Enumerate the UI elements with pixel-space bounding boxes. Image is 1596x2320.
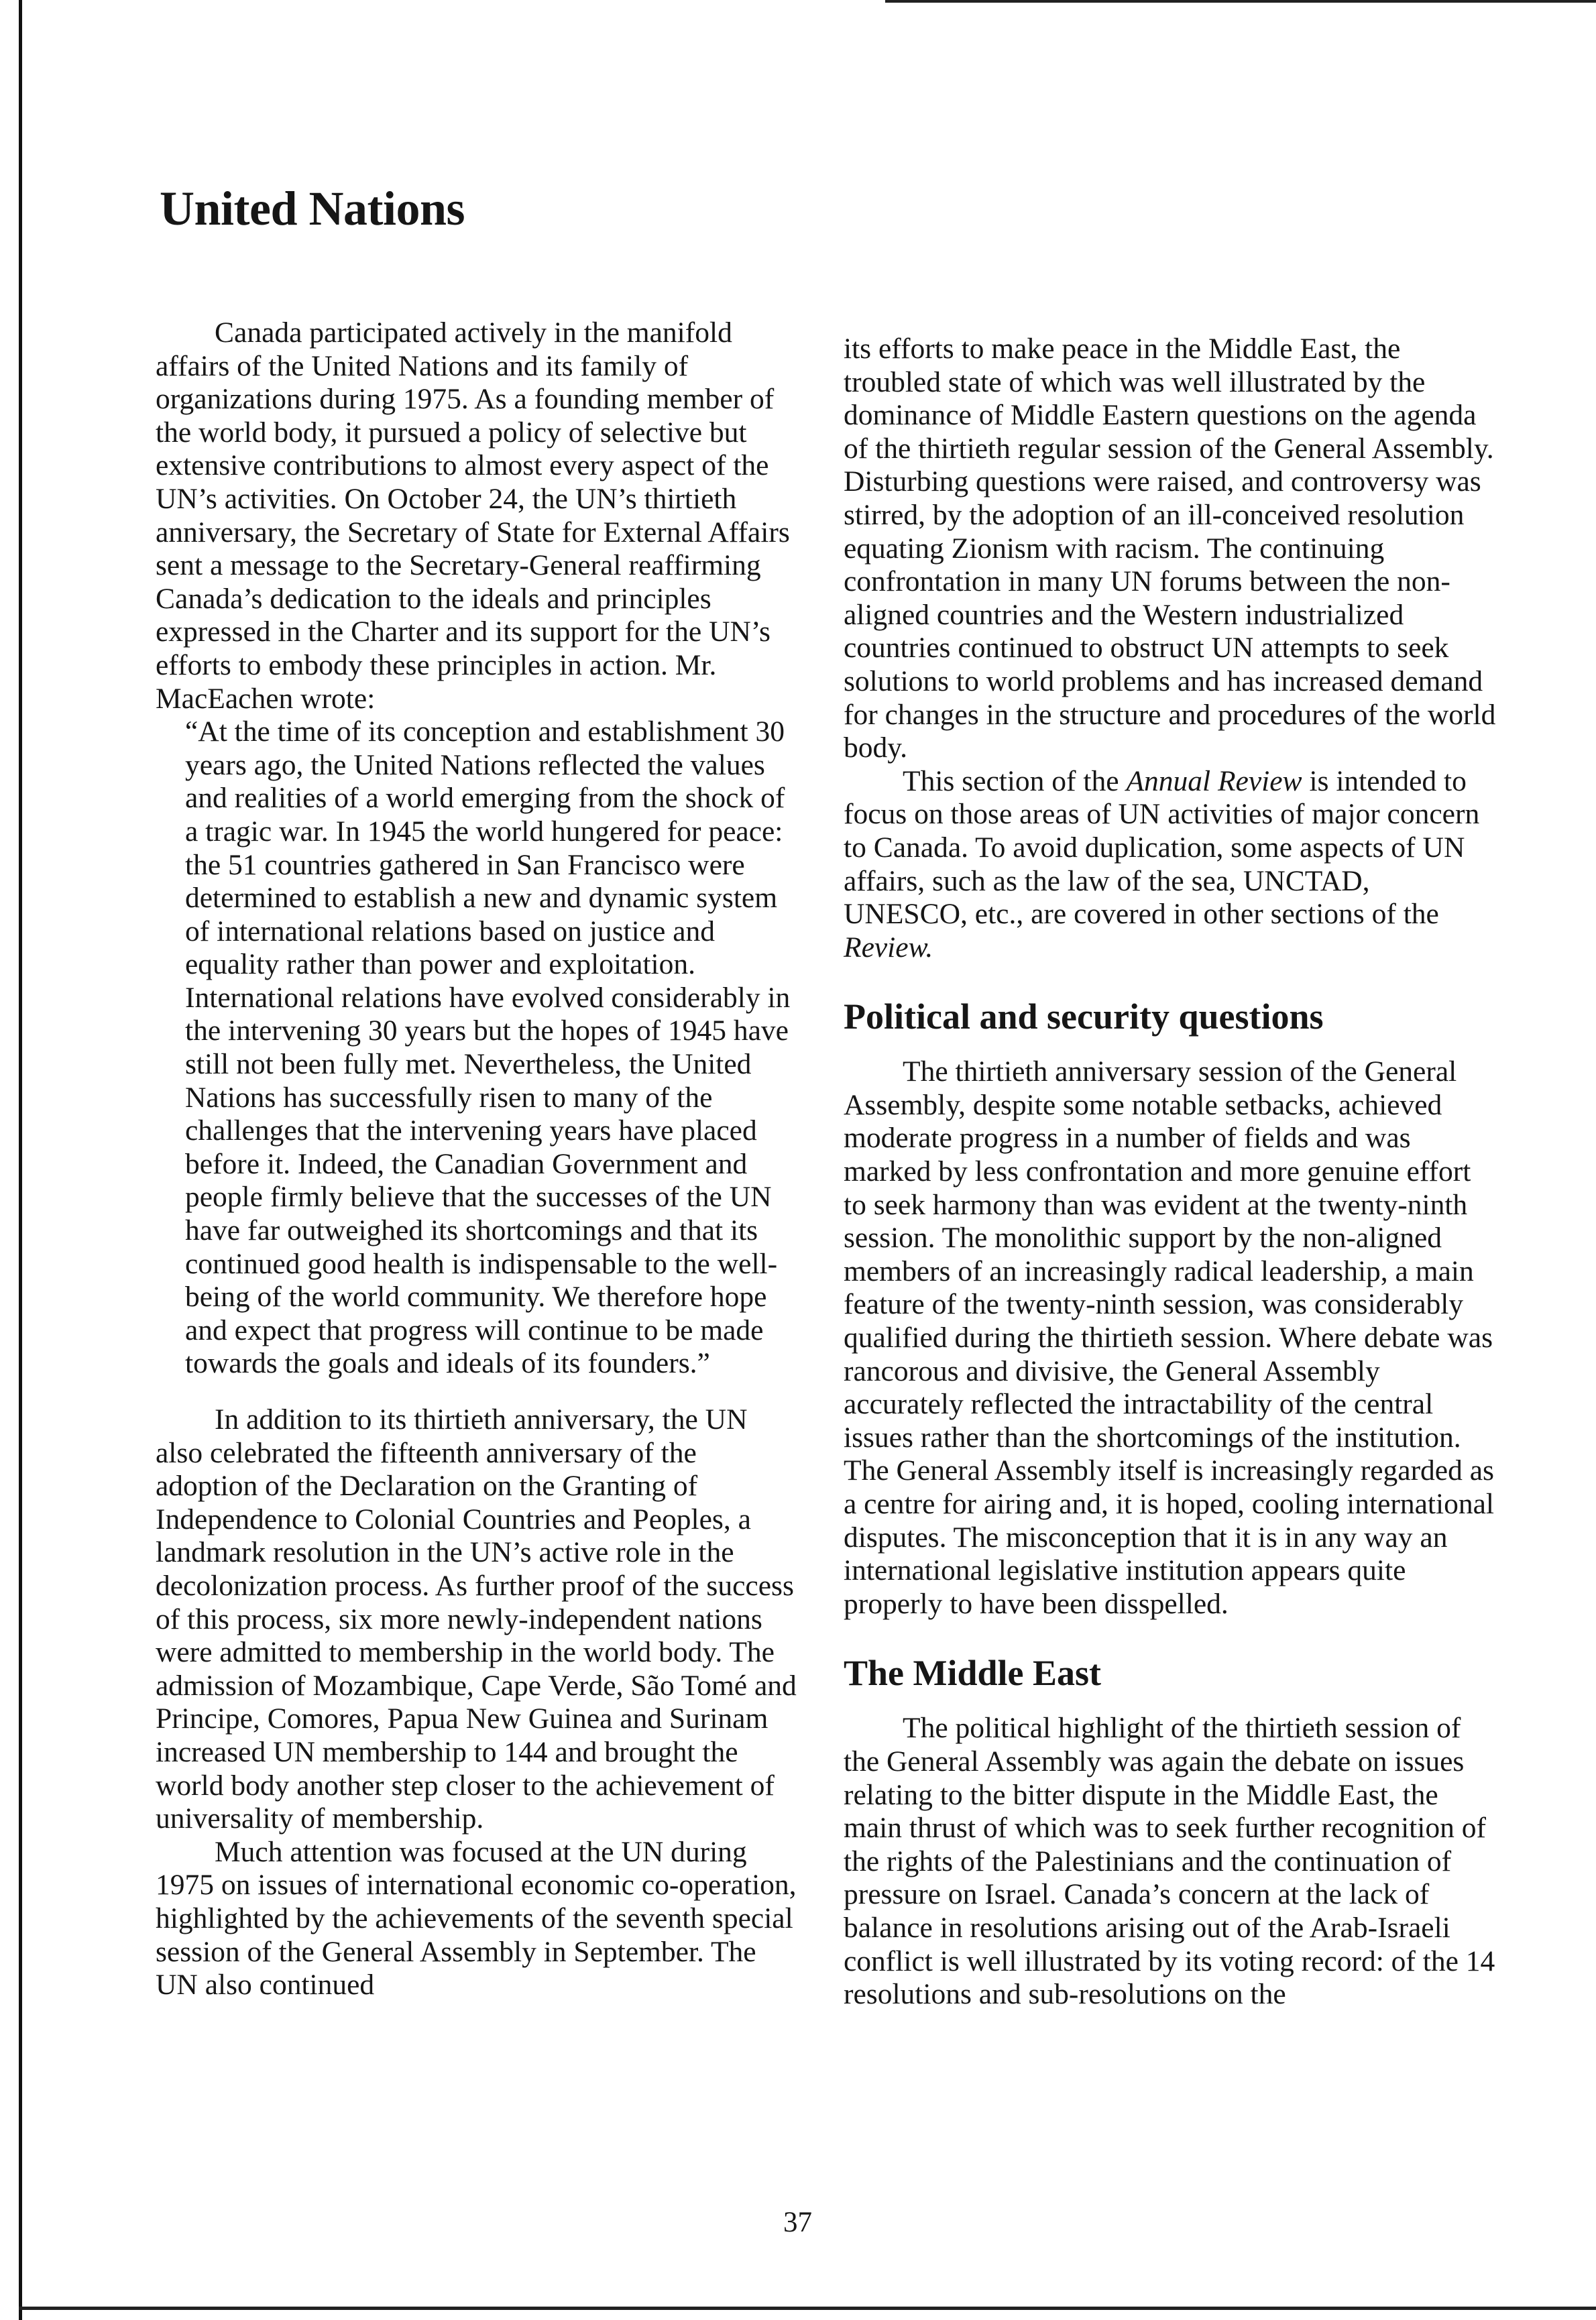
- annual-review-title: Annual Review: [1126, 764, 1302, 797]
- anniversary-paragraph: In addition to its thirtieth anniversary, the UN also celebrated the fifteenth anniversary of the adoption of the Declaration on the Granting of Independence to Colonial Countries and Peoples, a landmark resolution in the UN’s active role in the decolonization process. As further proof of the success of this process, six more newly-independent nations were admitted to membership in the world body. The admission of Mozambique, Cape Verde, São Tomé and Principe, Comores, Papua New Guinea and Surinam increased UN membership to 144 and brought the world body another step closer to the achievement of universality of membership.: [156, 1403, 797, 1835]
- macEachen-quote: “At the time of its conception and establishment 30 years ago, the United Nations reflected the values and realities of a world emerging from the shock of a tragic war. In 1945 the world hungered for peace: the 51 countries gathered in San Francisco were determined to establish a new and dynamic system of international relations based on justice and equality rather than power and exploitation. International relations have evolved considerably in the intervening 30 years but the hopes of 1945 have still not been fully met. Nevertheless, the United Nations has successfully risen to many of the challenges that the intervening years have placed before it. Indeed, the Canadian Government and people firmly believe that the successes of the UN have far outweighed its shortcomings and that its continued good health is indispensable to the well-being of the world community. We therefore hope and expect that progress will continue to be made towards the goals and ideals of its founders.”: [185, 715, 791, 1380]
- heading-political-security: Political and security questions: [844, 996, 1324, 1037]
- intro-paragraph: Canada participated actively in the manifold affairs of the United Nations and its family of organizations during 1975. As a founding member of the world body, it pursued a policy of selective but extensive contributions to almost every aspect of the UN’s activities. On October 24, the UN’s thirtieth anniversary, the Secretary of State for External Affairs sent a message to the Secretary-General reaffirming Canada’s dedication to the ideals and principles expressed in the Charter and its support for the UN’s efforts to embody these principles in action. Mr. MacEachen wrote:: [156, 316, 790, 715]
- middle-east-continuation-paragraph: its efforts to make peace in the Middle East, the troubled state of which was well illustrated by the dominance of Middle Eastern questions on the agenda of the thirtieth regular session of the General Assembly. Disturbing questions were raised, and controversy was stirred, by the adoption of an ill-conceived resolution equating Zionism with racism. The continuing confrontation in many UN forums between the non-aligned countries and the Western industrialized countries continued to obstruct UN attempts to seek solutions to world problems and has increased demand for changes in the structure and procedures of the world body.: [844, 333, 1496, 764]
- scan-edge-bottom: [19, 2307, 1596, 2310]
- scope-text-middle: is intended to focus on those areas of UN activities of major concern to Canada. To avoid duplication, some aspects of UN affairs, such as the law of the sea, UNCTAD, UNESCO, etc., are covered in other sections of the: [844, 764, 1480, 931]
- left-column: [156, 316, 799, 2002]
- scan-edge-left: [19, 0, 22, 2320]
- review-title: Review.: [844, 931, 933, 964]
- page-title: United Nations: [160, 182, 465, 235]
- economic-cooperation-paragraph: Much attention was focused at the UN during 1975 on issues of international economic co-operation, highlighted by the achievements of the seventh special session of the General Assembly in September. The UN also continued: [156, 1835, 797, 2002]
- scan-edge-top: [885, 0, 1596, 3]
- right-column: [844, 333, 1501, 2012]
- political-security-paragraph: The thirtieth anniversary session of the General Assembly, despite some notable setbacks, achieved moderate progress in a number of fields and was marked by less confrontation and more genuine effort to seek harmony than was evident at the twenty-ninth session. The monolithic support by the non-aligned members of an increasingly radical leadership, a main feature of the twenty-ninth session, was considerably qualified during the thirtieth session. Where debate was rancorous and divisive, the General Assembly accurately reflected the intractability of the central issues rather than the shortcomings of the institution. The General Assembly itself is increasingly regarded as a centre for airing and, it is hoped, cooling international disputes. The misconception that it is in any way an international legislative institution appears quite properly to have been disspelled.: [844, 1055, 1494, 1620]
- middle-east-paragraph: The political highlight of the thirtieth session of the General Assembly was again the debate on issues relating to the bitter dispute in the Middle East, the main thrust of which was to seek further recognition of the rights of the Palestinians and the continuation of pressure on Israel. Canada’s concern at the lack of balance in resolutions arising out of the Arab-Israeli conflict is well illustrated by its voting record: of the 14 resolutions and sub-resolutions on the: [844, 1712, 1495, 2011]
- scope-text-start: This section of the: [903, 764, 1127, 797]
- section-scope-paragraph: [844, 765, 1501, 965]
- page-number: 37: [783, 2207, 812, 2238]
- heading-middle-east: The Middle East: [844, 1653, 1102, 1694]
